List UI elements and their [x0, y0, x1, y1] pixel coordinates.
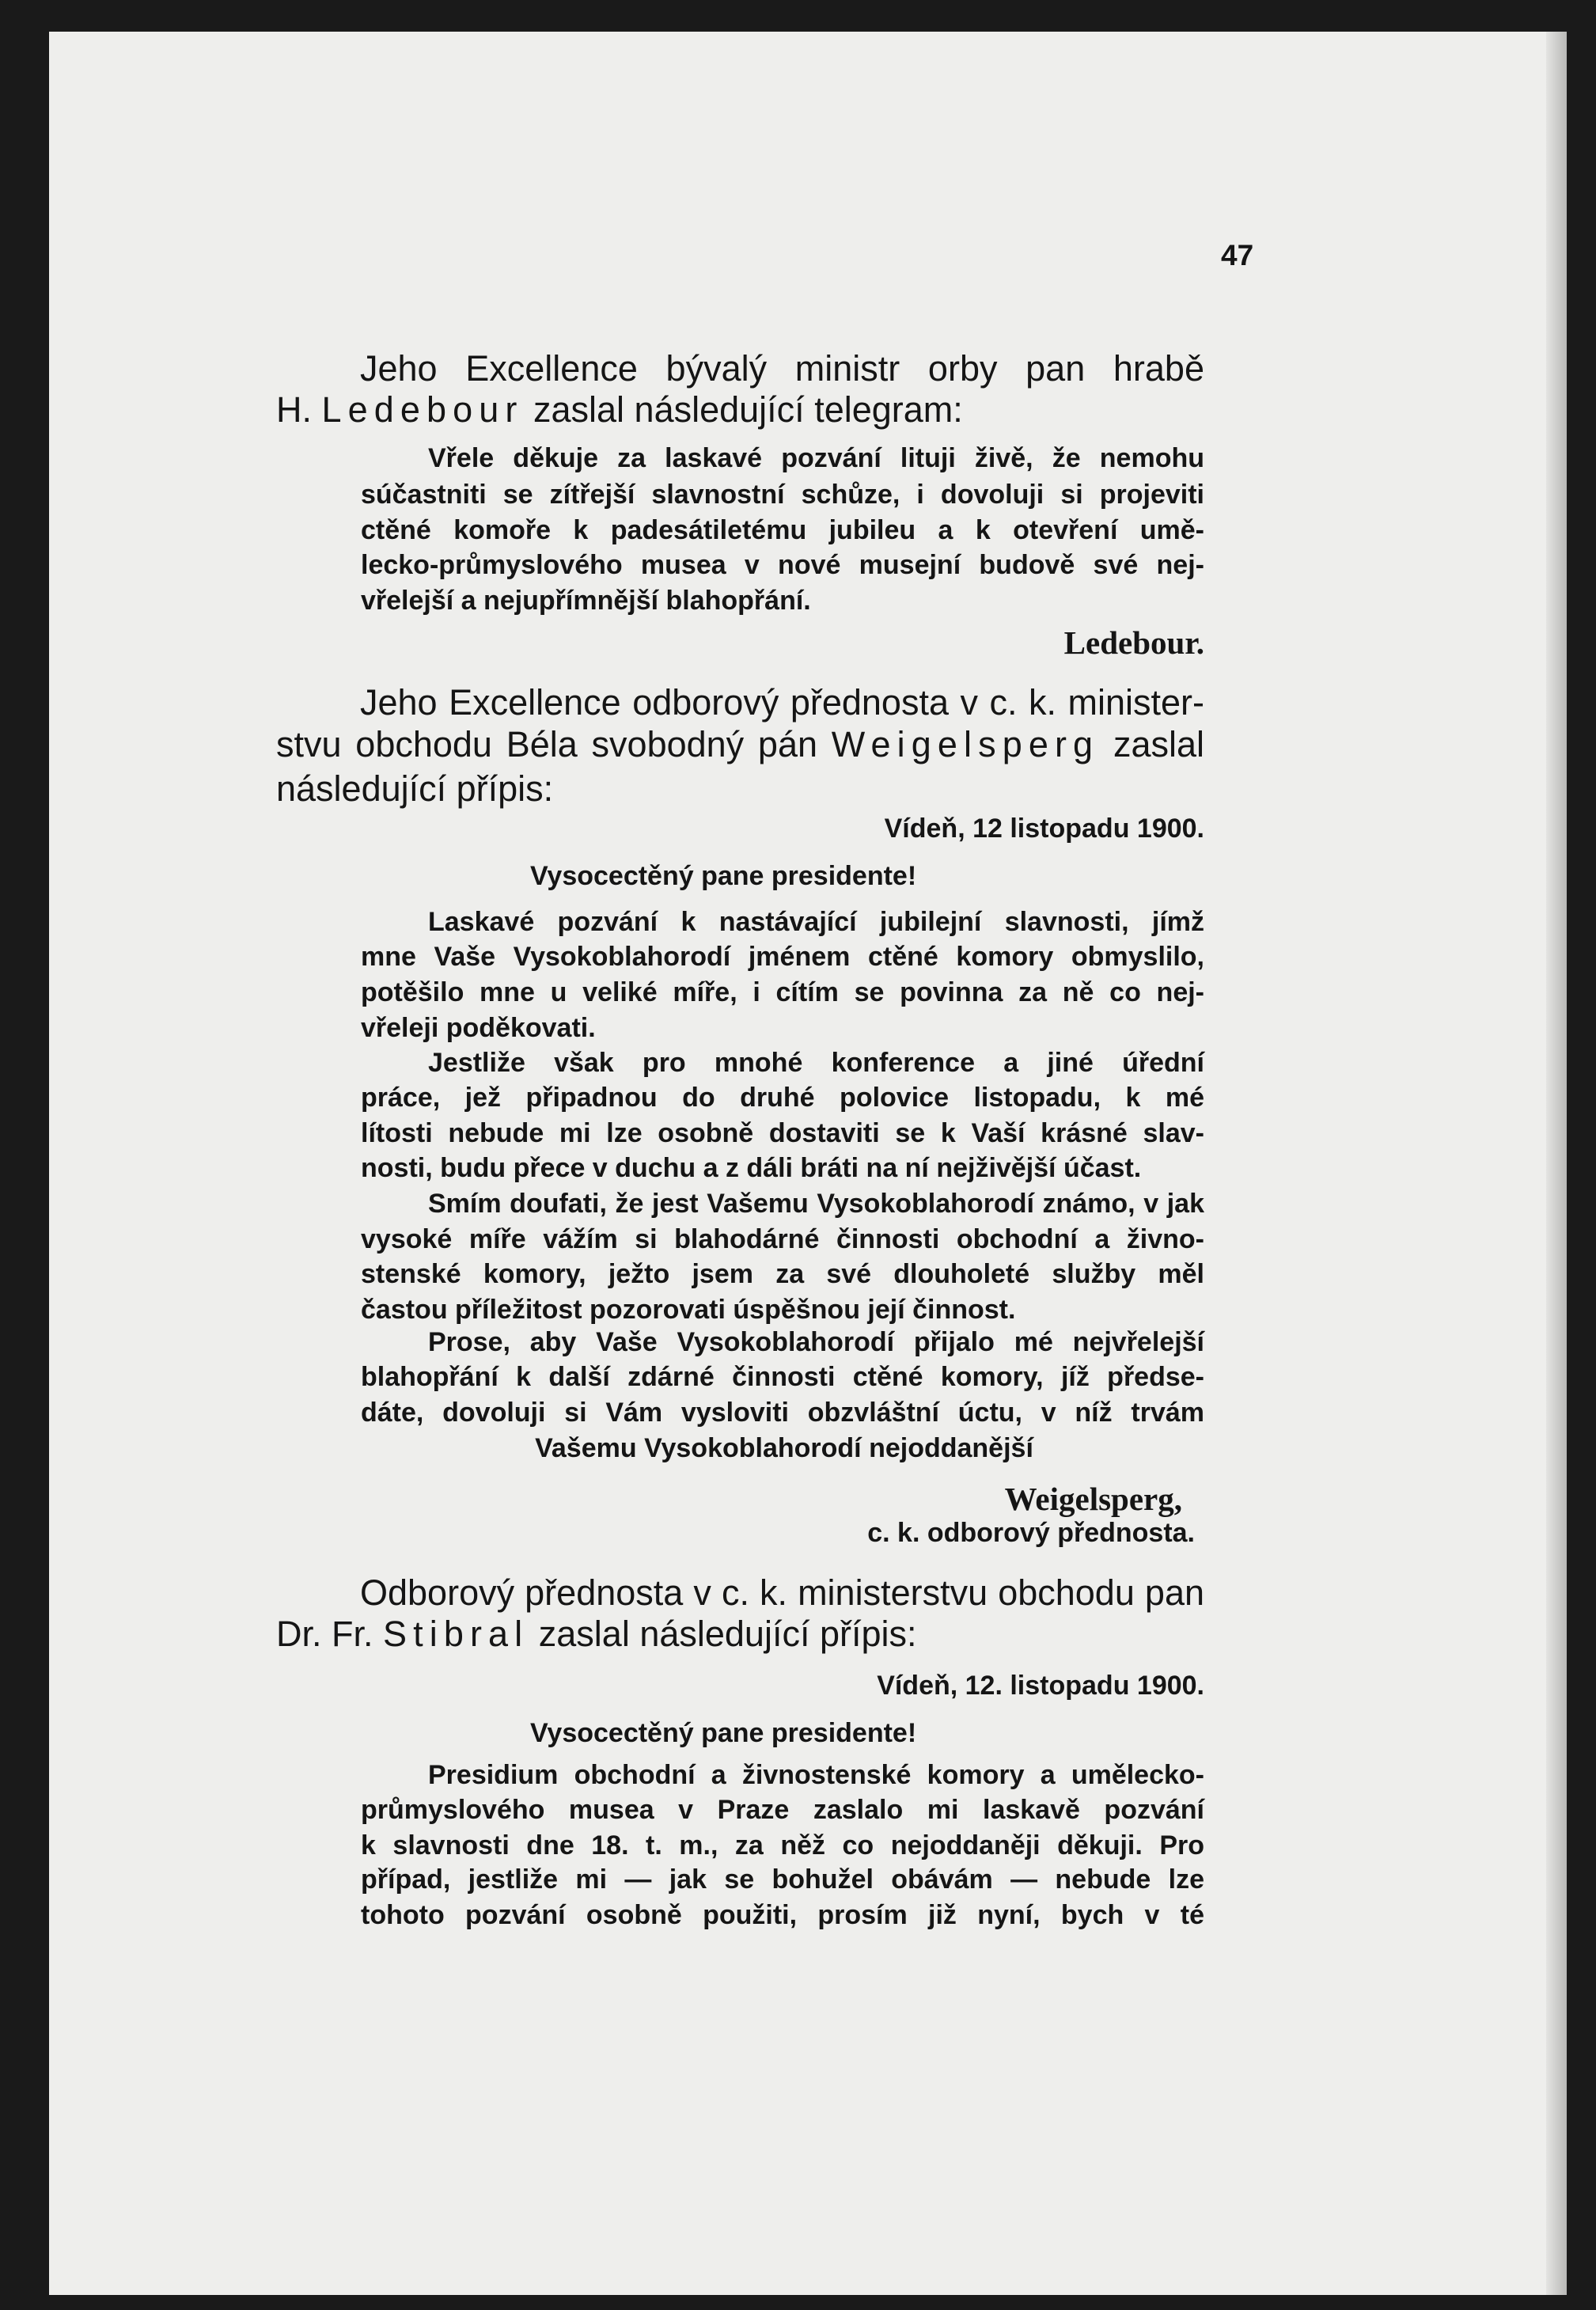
letter-line: práce, jež připadnou do druhé polovice listopadu, k mé: [361, 1083, 1204, 1113]
letter-line: nosti, budu přece v duchu a z dáli bráti na ní nejživější účast.: [361, 1153, 1142, 1183]
intro-text: Jeho Excellence odborový přednosta v c. k. minister-: [360, 682, 1204, 723]
letter-date: Vídeň, 12. listopadu 1900.: [877, 1671, 1204, 1701]
letter-salutation: Vysocectěný pane presidente!: [530, 1718, 917, 1748]
intro-line: [276, 768, 553, 810]
letter-date: Vídeň, 12 listopadu 1900.: [884, 814, 1204, 844]
letter-line: blahopřání k další zdárné činnosti ctěné komory, jíž předse-: [361, 1362, 1204, 1392]
letter-line: stenské komory, ježto jsem za své dlouholeté služby měl: [361, 1259, 1204, 1289]
letter-line: k slavnosti dne 18. t. m., za něž co nejoddaněji děkuji. Pro: [361, 1830, 1204, 1861]
letter-line: tohoto pozvání osobně použiti, prosím již nyní, bych v té: [361, 1900, 1204, 1930]
letter-line: vysoké míře vážím si blahodárné činnosti obchodní a živno-: [361, 1224, 1204, 1254]
letter-line: Jestliže však pro mnohé konference a jiné úřední: [428, 1048, 1204, 1078]
intro-text: H.: [276, 389, 322, 430]
spaced-name: Stibral: [383, 1614, 529, 1654]
letter-line: potěšilo mne u veliké míře, i cítím se povinna za ně co nej-: [361, 977, 1204, 1007]
intro-text: následující přípis:: [276, 768, 554, 809]
letter-line: súčastniti se zítřejší slavnostní schůze, i dovoluji si projeviti: [361, 480, 1204, 510]
signature-title: c. k. odborový přednosta.: [867, 1518, 1195, 1548]
signature: Ledebour.: [1063, 624, 1204, 661]
intro-text: Jeho Excellence bývalý ministr orby pan hrabě: [360, 348, 1204, 389]
letter-line: dáte, dovoluji si Vám vysloviti obzvláštní úctu, v níž trvám: [361, 1398, 1204, 1428]
intro-line: [276, 1614, 917, 1655]
letter-closing: Vašemu Vysokoblahorodí nejoddanější: [535, 1433, 1033, 1463]
letter-line: vřeleji poděkovati.: [361, 1013, 596, 1043]
letter-line: mne Vaše Vysokoblahorodí jménem ctěné komory obmyslilo,: [361, 942, 1204, 972]
letter-line: lecko-průmyslového musea v nové musejní budově své nej-: [361, 550, 1204, 580]
intro-text: Odborový přednosta v c. k. ministerstvu obchodu pan: [360, 1572, 1204, 1613]
intro-text: zaslal následující telegram:: [523, 389, 963, 430]
letter-line: Vřele děkuje za laskavé pozvání lituji živě, že nemohu: [428, 443, 1204, 473]
spaced-name: Ledebour: [321, 389, 524, 430]
letter-salutation: Vysocectěný pane presidente!: [530, 861, 917, 891]
intro-text: zaslal: [1099, 724, 1204, 764]
letter-line: vřelejší a nejupřímnější blahopřání.: [361, 586, 811, 616]
intro-line: [360, 682, 1204, 723]
letter-line: lítosti nebude mi lze osobně dostaviti se k Vaší krásné slav-: [361, 1118, 1204, 1148]
letter-line: Laskavé pozvání k nastávající jubilejní slavnosti, jímž: [428, 907, 1204, 937]
intro-line: [360, 348, 1204, 389]
intro-text: Dr. Fr.: [276, 1614, 383, 1654]
page-number: 47: [1221, 239, 1254, 271]
intro-line: [276, 389, 963, 431]
letter-line: průmyslového musea v Praze zaslalo mi laskavě pozvání: [361, 1795, 1204, 1825]
intro-line: [360, 1572, 1204, 1614]
intro-text: stvu obchodu Béla svobodný pán: [276, 724, 832, 764]
intro-text: zaslal následující přípis:: [529, 1614, 917, 1654]
letter-line: častou příležitost pozorovati úspěšnou její činnost.: [361, 1295, 1016, 1325]
letter-line: ctěné komoře k padesátiletému jubileu a k otevření umě-: [361, 515, 1204, 545]
letter-line: Smím doufati, že jest Vašemu Vysokoblahorodí známo, v jak: [428, 1189, 1204, 1219]
letter-line: Prose, aby Vaše Vysokoblahorodí přijalo mé nejvřelejší: [428, 1327, 1204, 1357]
letter-line: případ, jestliže mi — jak se bohužel obávám — nebude lze: [361, 1864, 1204, 1895]
intro-line: [276, 724, 1204, 765]
letter-line: Presidium obchodní a živnostenské komory a umělecko-: [428, 1760, 1204, 1790]
signature: Weigelsperg,: [1004, 1481, 1182, 1517]
spaced-name: Weigelsperg: [831, 724, 1100, 764]
page-edge-shadow: [1546, 32, 1567, 2295]
